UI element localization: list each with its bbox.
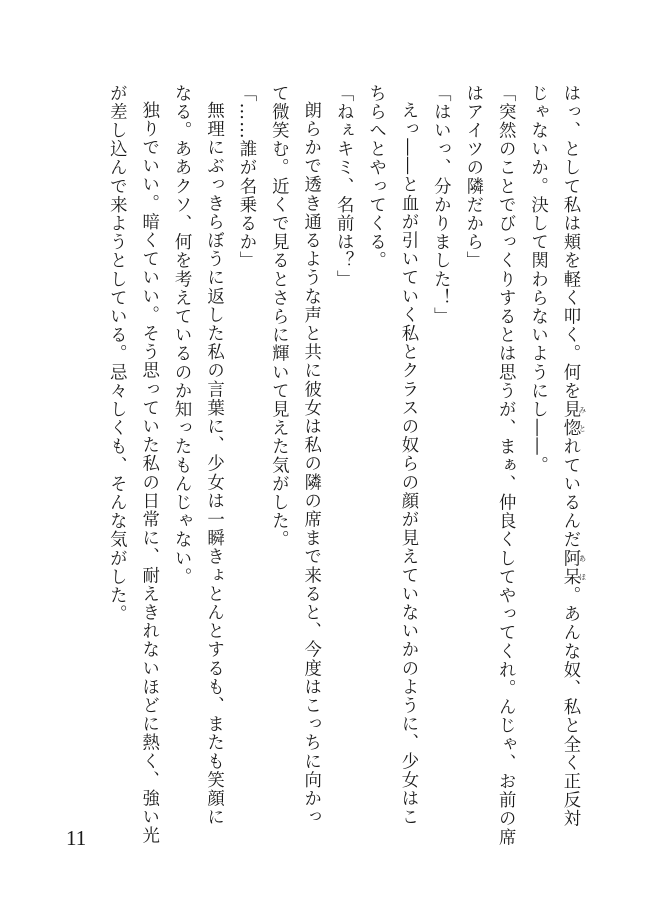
- text-line: が差し込んで来ようとしている。忌々しくも、そんな気がした。: [106, 84, 127, 624]
- text-line: じゃないか。決して関わらないようにし――。: [527, 84, 548, 475]
- furigana: みと: [578, 400, 588, 438]
- text-line: はアイツの隣だから」: [462, 84, 483, 270]
- text-line: 独りでいい。暗くていい。そう思っていた私の日常に、耐えきれないほどに熱く、強い光: [138, 101, 159, 846]
- text-line: ちらへとやってくる。: [365, 84, 386, 270]
- ruby-annotation: 阿呆あほ: [560, 549, 588, 587]
- text-line: て微笑む。近くで見るとさらに輝いて見えた気がした。: [268, 84, 289, 549]
- text-line: なる。ああクソ、何を考えているのか知ったもんじゃない。: [171, 84, 192, 587]
- text-line: 無理にぶっきらぼうに返した私の言葉に、少女は一瞬きょとんとするも、またも笑顔に: [203, 101, 224, 827]
- text-line: 「はいっ、分かりました！」: [430, 84, 451, 326]
- page-number: 11: [66, 826, 87, 850]
- text-line: 「ねぇキミ、名前は？」: [333, 84, 354, 289]
- text-line: 「……誰が名乗るか」: [235, 84, 256, 270]
- text-line: えっ――と血が引いていく私とクラスの奴らの顔が見えていないかのように、少女はこ: [397, 101, 418, 827]
- furigana: あほ: [578, 549, 588, 587]
- ruby-annotation: 見惚みと: [560, 400, 588, 438]
- text-line: はっ、として私は頬を軽く叩く。何を見惚みとれているんだ阿呆あほ。あんな奴、私と全く正反対: [560, 84, 588, 829]
- text-line: 朗らかで透き通るような声と共に彼女は私の隣の席まで来ると、今度はこっちに向かっ: [300, 101, 321, 827]
- text-line: 「突然のことでびっくりするとは思うが、まぁ、仲良くしてやってくれ。んじゃ、お前の席: [495, 84, 516, 847]
- body-text: [100, 84, 587, 864]
